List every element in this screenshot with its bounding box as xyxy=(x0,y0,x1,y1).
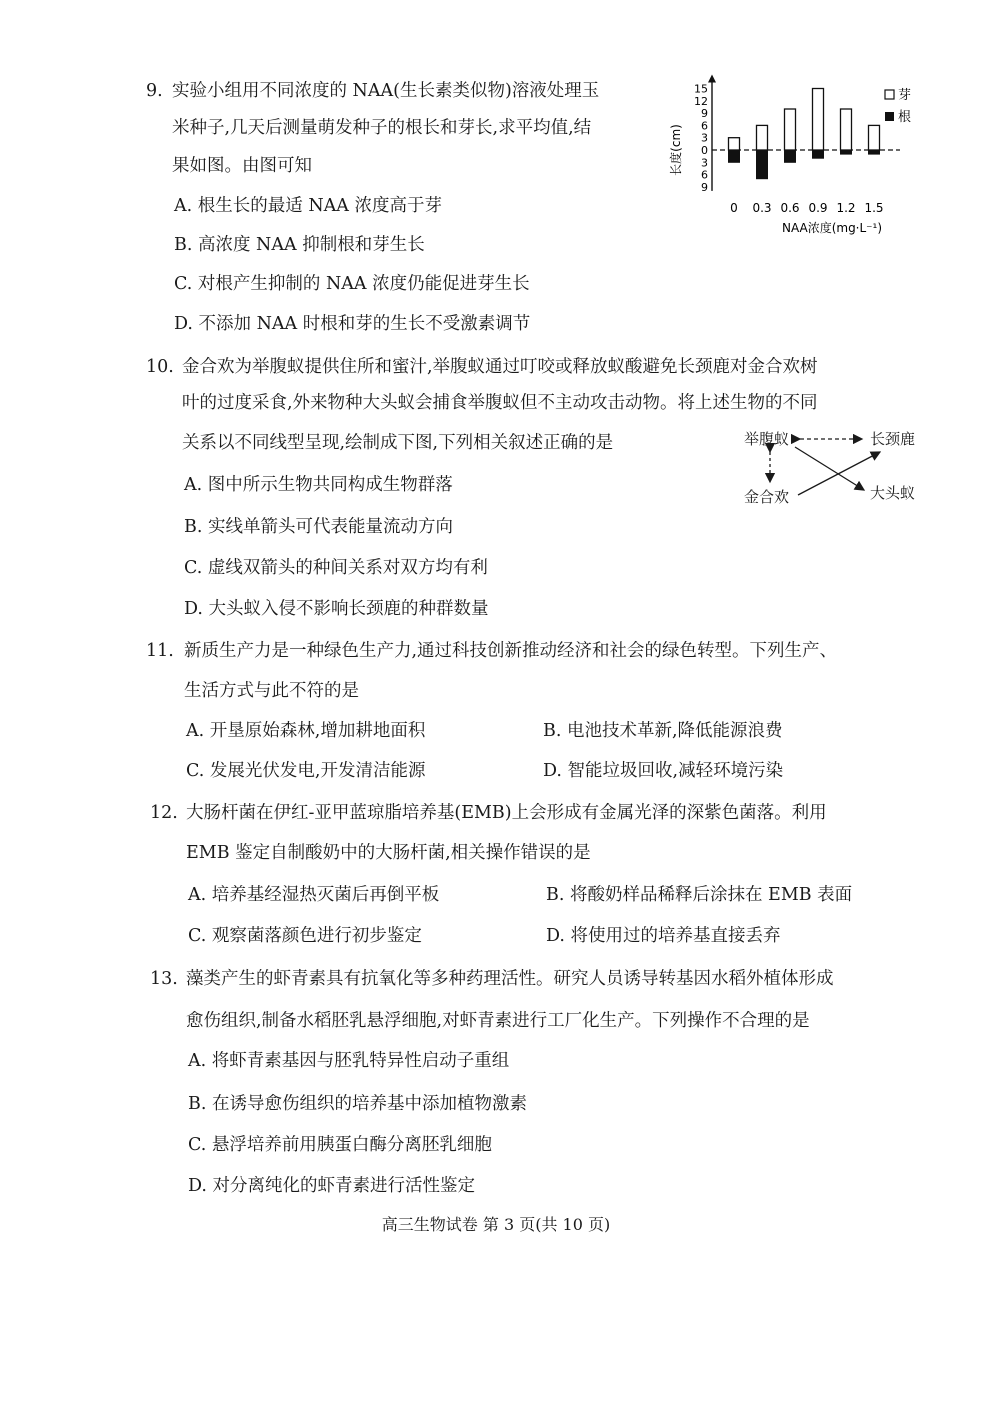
question-stem-line: 叶的过度采食,外来物种大头蚁会捕食举腹蚁但不主动攻击动物。将上述生物的不同 xyxy=(182,393,818,413)
y-tick-label: 12 xyxy=(694,94,708,108)
bar-root xyxy=(757,150,768,179)
question-stem-line: 金合欢为举腹蚁提供住所和蜜汁,举腹蚁通过叮咬或释放蚁酸避免长颈鹿对金合欢树 xyxy=(182,357,818,377)
x-axis-label: NAA浓度(mg·L⁻¹) xyxy=(781,221,883,235)
bar-shoot xyxy=(729,138,740,150)
option-d: D. 将使用过的培养基直接丢弃 xyxy=(546,926,781,946)
x-tick-label: 0 xyxy=(730,201,738,215)
option-c: C. 观察菌落颜色进行初步鉴定 xyxy=(188,926,422,946)
question-number: 11. xyxy=(146,641,174,661)
question-stem-line: 生活方式与此不符的是 xyxy=(184,681,359,701)
y-tick-label: 3 xyxy=(701,156,708,170)
node-big-headed-ant: 大头蚁 xyxy=(870,484,916,502)
question-number: 9. xyxy=(146,81,163,101)
legend-label-root: 根 xyxy=(898,110,912,125)
option-b: B. 高浓度 NAA 抑制根和芽生长 xyxy=(174,235,425,255)
question-stem-line: 果如图。由图可知 xyxy=(172,156,312,176)
question-number: 12. xyxy=(150,803,178,823)
option-c: C. 发展光伏发电,开发清洁能源 xyxy=(186,761,426,781)
x-tick-label: 1.2 xyxy=(836,201,856,215)
bar-root xyxy=(813,150,824,158)
question-number: 13. xyxy=(150,969,178,989)
solid-arrow-ant-big-headed-ant xyxy=(795,447,864,490)
question-stem-line: 藻类产生的虾青素具有抗氧化等多种药理活性。研究人员诱导转基因水稻外植体形成 xyxy=(186,969,834,989)
x-tick-label: 0.6 xyxy=(780,201,800,215)
option-c: C. 虚线双箭头的种间关系对双方均有利 xyxy=(184,558,488,578)
option-a: A. 开垦原始森林,增加耕地面积 xyxy=(186,721,426,741)
y-tick-label: 9 xyxy=(701,180,708,194)
x-tick-label: 0.3 xyxy=(752,201,772,215)
option-a: A. 图中所示生物共同构成生物群落 xyxy=(184,475,453,495)
y-tick-label: 6 xyxy=(701,119,708,133)
question-stem-line: 米种子,几天后测量萌发种子的根长和芽长,求平均值,结 xyxy=(172,118,592,138)
node-acacia: 金合欢 xyxy=(744,488,790,506)
bar-shoot xyxy=(813,89,824,151)
option-c: C. 悬浮培养前用胰蛋白酶分离胚乳细胞 xyxy=(188,1135,492,1155)
y-tick-label: 9 xyxy=(701,107,708,121)
option-c: C. 对根产生抑制的 NAA 浓度仍能促进芽生长 xyxy=(174,274,530,294)
node-giraffe: 长颈鹿 xyxy=(870,430,916,448)
y-tick-label: 15 xyxy=(694,82,708,96)
question-number: 10. xyxy=(146,357,174,377)
bar-root xyxy=(869,150,880,154)
species-relation-diagram xyxy=(740,422,930,514)
option-d: D. 不添加 NAA 时根和芽的生长不受激素调节 xyxy=(174,314,531,334)
question-stem-line: 关系以不同线型呈现,绘制成下图,下列相关叙述正确的是 xyxy=(182,433,614,453)
y-axis-label: 长度(cm) xyxy=(669,124,683,176)
option-b: B. 将酸奶样品稀释后涂抹在 EMB 表面 xyxy=(546,885,853,905)
question-stem-line: 实验小组用不同浓度的 NAA(生长素类似物)溶液处理玉 xyxy=(172,81,600,101)
bar-shoot xyxy=(869,125,880,150)
bar-root xyxy=(841,150,852,154)
y-tick-label: 6 xyxy=(701,168,708,182)
bar-shoot xyxy=(785,109,796,150)
y-tick-label: 3 xyxy=(701,131,708,145)
legend-swatch-shoot xyxy=(885,90,894,99)
legend-label-shoot: 芽 xyxy=(898,88,912,103)
page-footer: 高三生物试卷 第 3 页(共 10 页) xyxy=(381,1215,611,1234)
naa-bar-chart xyxy=(660,62,930,242)
question-stem-line: 大肠杆菌在伊红-亚甲蓝琼脂培养基(EMB)上会形成有金属光泽的深紫色菌落。利用 xyxy=(186,803,827,823)
x-tick-label: 1.5 xyxy=(864,201,884,215)
y-tick-label: 0 xyxy=(701,144,708,157)
question-stem-line: 愈伤组织,制备水稻胚乳悬浮细胞,对虾青素进行工厂化生产。下列操作不合理的是 xyxy=(186,1011,810,1031)
bar-shoot xyxy=(757,125,768,150)
option-d: D. 大头蚁入侵不影响长颈鹿的种群数量 xyxy=(184,599,489,619)
option-d: D. 智能垃圾回收,减轻环境污染 xyxy=(543,761,784,781)
solid-arrow-acacia-giraffe xyxy=(798,452,880,495)
option-a: A. 根生长的最适 NAA 浓度高于芽 xyxy=(174,196,442,216)
question-stem-line: 新质生产力是一种绿色生产力,通过科技创新推动经济和社会的绿色转型。下列生产、 xyxy=(184,641,838,661)
option-a: A. 将虾青素基因与胚乳特异性启动子重组 xyxy=(188,1051,510,1071)
bar-root xyxy=(785,150,796,162)
question-stem-line: EMB 鉴定自制酸奶中的大肠杆菌,相关操作错误的是 xyxy=(186,843,591,863)
option-a: A. 培养基经湿热灭菌后再倒平板 xyxy=(188,885,440,905)
option-d: D. 对分离纯化的虾青素进行活性鉴定 xyxy=(188,1176,476,1196)
node-ant: 举腹蚁 xyxy=(744,430,790,448)
x-tick-label: 0.9 xyxy=(808,201,828,215)
y-axis-arrow xyxy=(708,75,716,83)
legend-swatch-root xyxy=(885,112,894,121)
bar-shoot xyxy=(841,109,852,150)
option-b: B. 在诱导愈伤组织的培养基中添加植物激素 xyxy=(188,1094,527,1114)
option-b: B. 电池技术革新,降低能源浪费 xyxy=(543,721,783,741)
option-b: B. 实线单箭头可代表能量流动方向 xyxy=(184,517,453,537)
bar-root xyxy=(729,150,740,162)
